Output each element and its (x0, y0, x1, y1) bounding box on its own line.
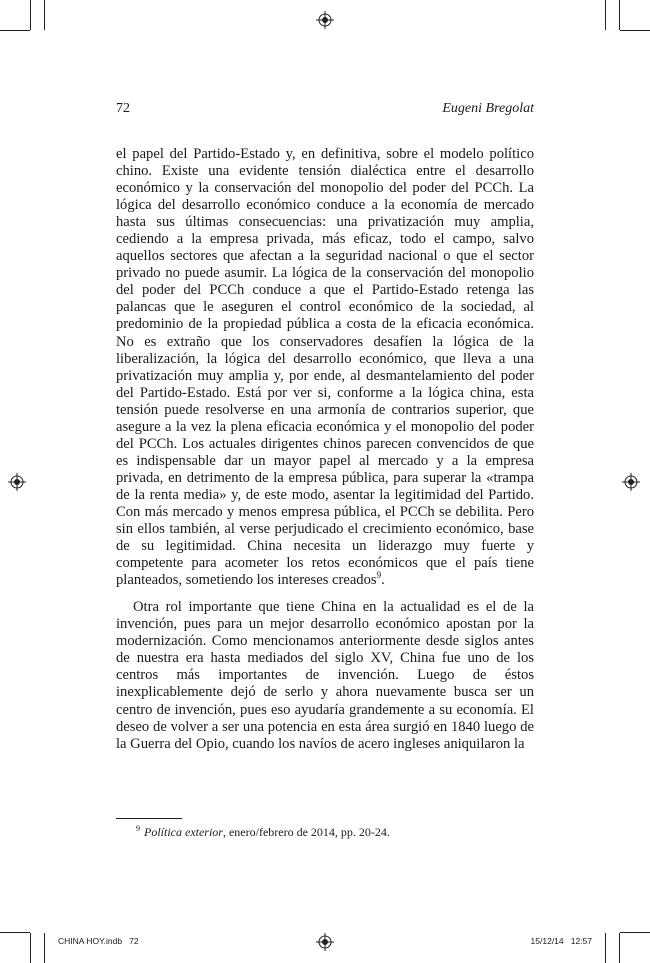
crop-mark (30, 933, 31, 963)
paragraph-end: . (381, 572, 385, 589)
footnote-number: 9 (136, 824, 140, 833)
crop-mark (44, 933, 45, 963)
crop-mark (605, 933, 606, 963)
footnote-title: Política exterior (144, 825, 223, 839)
registration-mark-icon (316, 933, 334, 951)
crop-mark (0, 30, 30, 31)
crop-mark (605, 0, 606, 30)
registration-mark-icon (8, 473, 26, 491)
slug-filename: CHINA HOY.indb 72 (58, 936, 139, 946)
crop-mark (619, 933, 620, 963)
running-header-author: Eugeni Bregolat (442, 101, 534, 116)
footnote-divider (116, 818, 182, 819)
body-text (116, 146, 534, 753)
crop-mark (619, 0, 620, 30)
crop-mark (44, 0, 45, 30)
paragraph: Otra rol importante que tiene China en la actualidad es el de la invención, pues para un mejor desarrollo económico apostan por la modernización. Como mencionamos anteriormente desde siglos antes de nuestra era hasta mediados del siglo XV, China fue uno de los centros más importantes de invención. Luego de éstos inexplicablemente dejó de serlo y ahora nuevamente busca ser un centro de invención, pues eso ayudaría grandemente a su economía. El deseo de volver a ser una potencia en esta área surgió en 1840 luego de la Guerra del Opio, cuando los navíos de acero ingleses aniquilaron la (116, 599, 534, 752)
paragraph-text: el papel del Partido-Estado y, en definitiva, sobre el modelo político chino. Existe una evidente tensión dialéctica entre el desarrollo económico y la conservación del monopolio del poder del PCCh. La lógica del desarrollo económico conduce a la economía de mercado hasta sus últimas consecuencias: una privatización muy amplia, cediendo a la empresa privada, más eficaz, todo el campo, salvo aquellos sectores que afectan a la seguridad nacional o que el sector privado no puede asumir. La lógica de la conservación del monopolio del poder del PCCh conduce a que el Partido-Estado retenga las palancas que le aseguren el control económico de la sociedad, al predominio de la propiedad pública a costa de la eficacia económica. No es extraño que los conservadores desafíen la lógica de la liberalización, la lógica del desarrollo económico, que lleva a una privatización muy amplia y, por ende, al desmantelamiento del poder del Partido-Estado. Está por ver si, conforme a la lógica china, esta tensión puede resolverse en una armonía de contrarios superior, que asegure a la vez la plena eficacia económica y el monopolio del poder del PCCh. Los actuales dirigentes chinos parecen convencidos de que es indispensable dar un mayor papel al mercado y a la empresa privada, en detrimento de la empresa pública, para superar la «trampa de la renta media» y, de este modo, asentar la legitimidad del Partido. Con más mercado y menos empresa pública, el PCCh se debilita. Pero sin ellos también, al verse perjudicado el crecimiento económico, base de su legitimidad. China necesita un liderazgo muy fuerte y competente para acometer los retos económicos que el país tiene planteados, sometiendo los intereses creados (116, 146, 534, 589)
page-number: 72 (116, 101, 130, 116)
footnote-text: , enero/febrero de 2014, pp. 20-24. (222, 825, 390, 839)
registration-mark-icon (622, 473, 640, 491)
paragraph (116, 146, 534, 589)
registration-mark-icon (316, 11, 334, 29)
crop-mark (0, 932, 30, 933)
slug-timestamp: 15/12/14 12:57 (530, 936, 592, 946)
crop-mark (620, 30, 650, 31)
crop-mark (620, 932, 650, 933)
footnote (136, 824, 390, 840)
crop-mark (30, 0, 31, 30)
footnote-reference[interactable]: 9 (376, 570, 382, 581)
